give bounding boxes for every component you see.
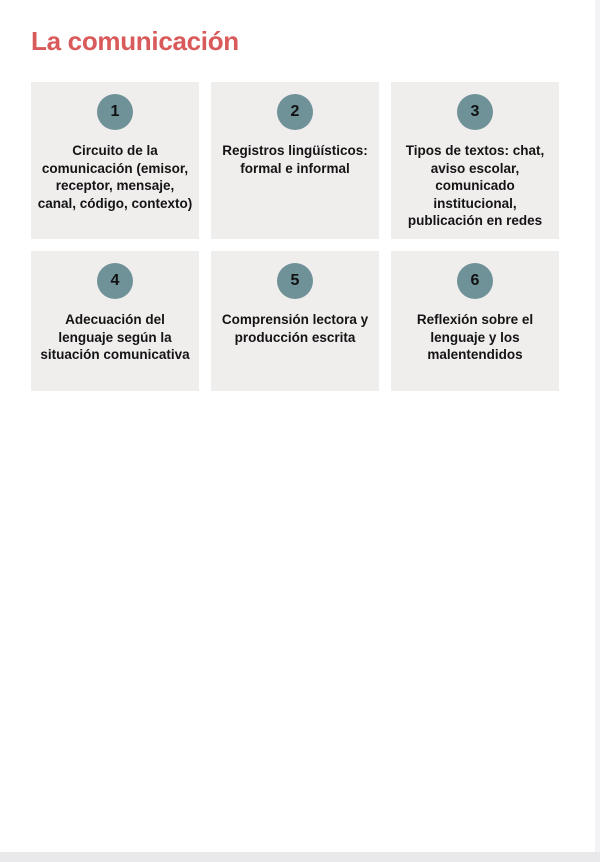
topic-number-badge: 3 bbox=[457, 94, 493, 130]
topic-card-6 bbox=[391, 251, 559, 391]
page-edge-right bbox=[595, 0, 600, 852]
topic-card-1 bbox=[31, 82, 199, 239]
topic-card-4 bbox=[31, 251, 199, 391]
page-title: La comunicación bbox=[31, 26, 239, 56]
topic-label: Circuito de la comunicación (emisor, receptor, mensaje, canal, código, contexto) bbox=[37, 143, 193, 211]
topic-card-2 bbox=[211, 82, 379, 239]
topics-grid bbox=[31, 82, 559, 391]
topic-label: Registros lingüísticos: formal e informal bbox=[222, 143, 368, 176]
topic-card-5 bbox=[211, 251, 379, 391]
topic-label: Adecuación del lenguaje según la situación comunicativa bbox=[40, 312, 190, 362]
topic-number-badge: 2 bbox=[277, 94, 313, 130]
topic-number-badge: 6 bbox=[457, 263, 493, 299]
page-edge-bottom bbox=[0, 852, 600, 862]
topic-number-badge: 1 bbox=[97, 94, 133, 130]
topic-number-badge: 4 bbox=[97, 263, 133, 299]
topic-number-badge: 5 bbox=[277, 263, 313, 299]
topic-label: Reflexión sobre el lenguaje y los malentendidos bbox=[416, 312, 534, 362]
topic-card-3 bbox=[391, 82, 559, 239]
topic-label: Tipos de textos: chat, aviso escolar, comunicado institucional, publicación en redes bbox=[405, 143, 545, 228]
topic-label: Comprensión lectora y producción escrita bbox=[221, 312, 369, 345]
